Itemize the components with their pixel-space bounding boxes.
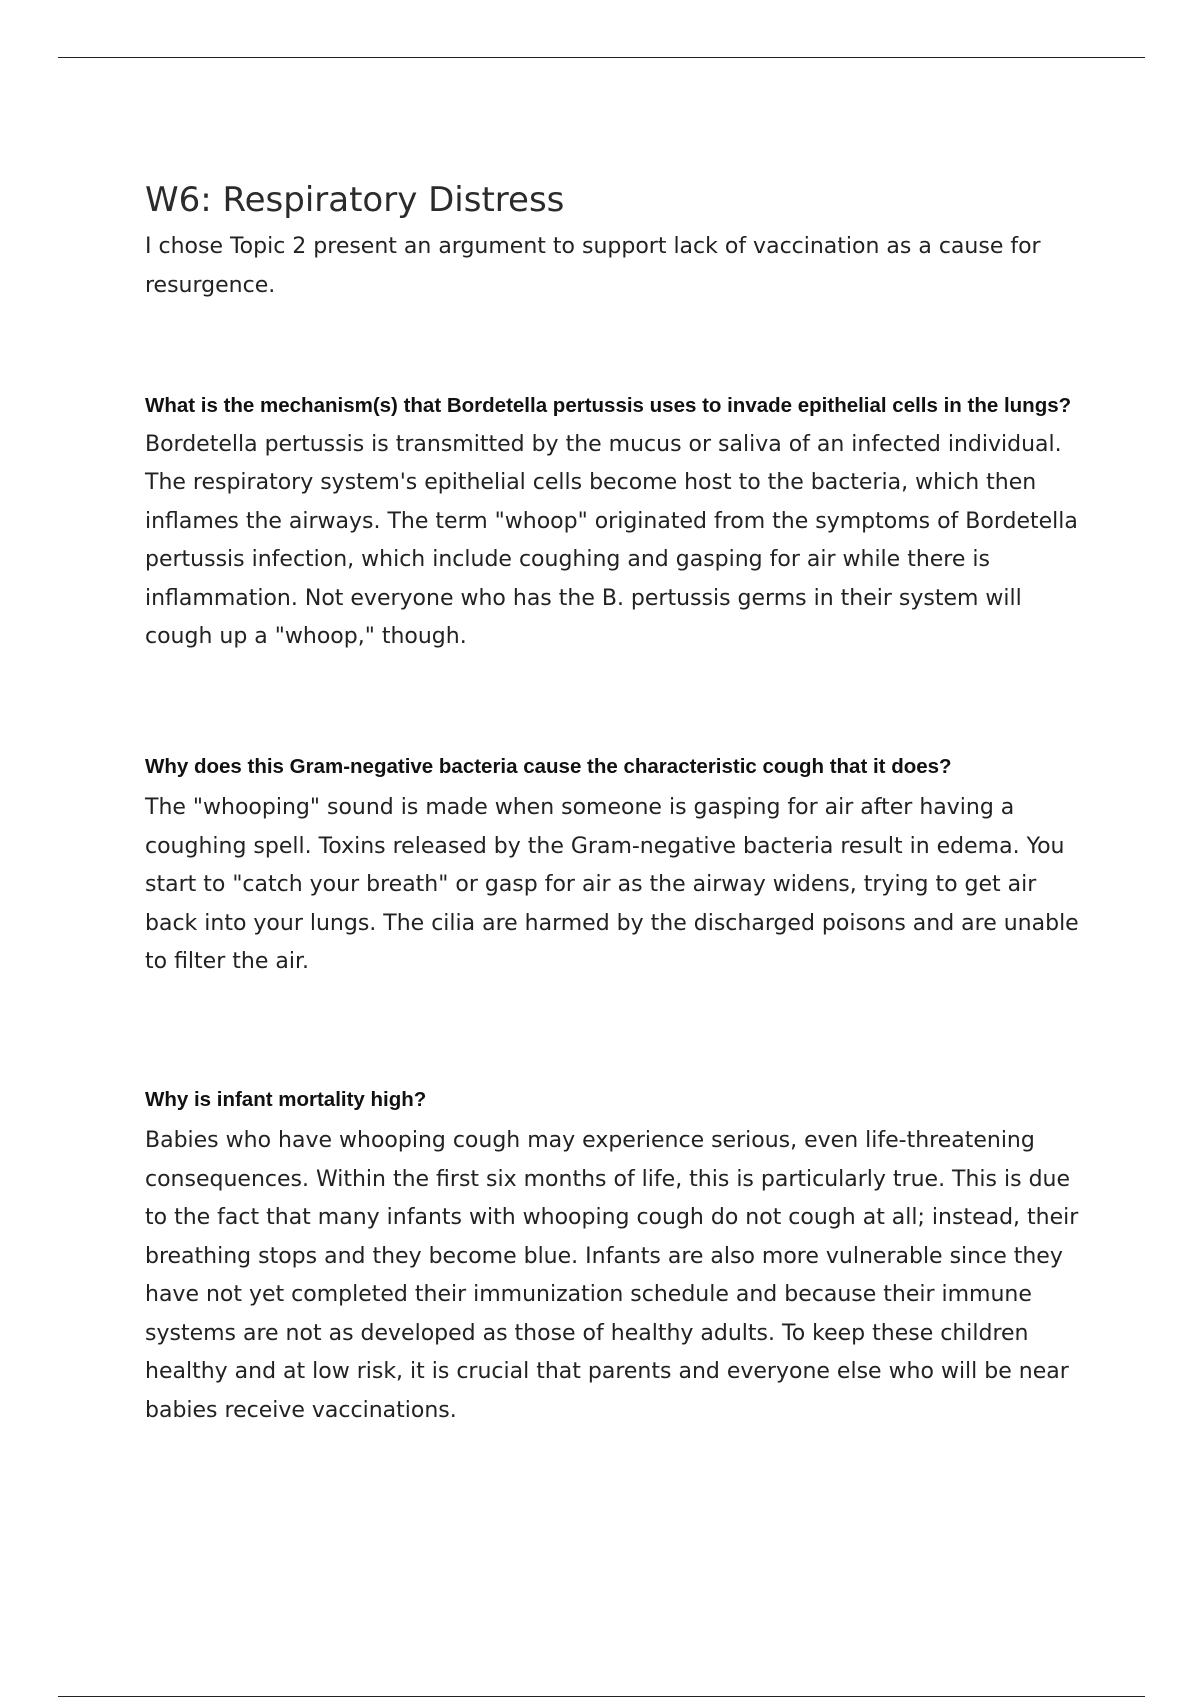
document-page xyxy=(145,176,1095,1430)
top-divider xyxy=(58,57,1145,58)
document-title: W6: Respiratory Distress xyxy=(145,180,565,220)
section-infant-mortality xyxy=(145,1081,1095,1431)
question-heading: Why does this Gram-negative bacteria cause the characteristic cough that it does? xyxy=(145,754,952,778)
section-cough xyxy=(145,748,1095,982)
answer-paragraph: Bordetella pertussis is transmitted by the mucus or saliva of an infected individual. The respiratory system's epithelial cells become host to the bacteria, which then inflames the airways. The term "whoop" originated from the symptoms of Bordetella pertussis infection, which include coughing and gasping for air while there is inflammation. Not everyone who has the B. pertussis germs in their system will cough up a "whoop," though. xyxy=(145,431,1078,649)
question-heading: What is the mechanism(s) that Bordetella pertussis uses to invade epithelial cells in the lungs? xyxy=(145,394,1072,417)
answer-paragraph: The "whooping" sound is made when someone is gasping for air after having a coughing spell. Toxins released by the Gram-negative bacteria result in edema. You start to "catch your breath" or gasp for air as the airway widens, trying to get air back into your lungs. The cilia are harmed by the discharged poisons and are unable to filter the air. xyxy=(145,795,1079,974)
intro-paragraph: I chose Topic 2 present an argument to support lack of vaccination as a cause for resurgence. xyxy=(145,234,1041,298)
question-heading: Why is infant mortality high? xyxy=(145,1087,427,1111)
answer-paragraph: Babies who have whooping cough may experience serious, even life-threatening consequences. Within the first six months of life, this is particularly true. This is due to the fact that many infants with whooping cough do not cough at all; instead, their breathing stops and they become blue. Infants are also more vulnerable since they have not yet completed their immunization schedule and because their immune systems are not as developed as those of healthy adults. To keep these children healthy and at low risk, it is crucial that parents and everyone else who will be near babies receive vaccinations. xyxy=(145,1128,1079,1423)
section-mechanism xyxy=(145,387,1095,657)
bottom-divider xyxy=(58,1696,1145,1697)
